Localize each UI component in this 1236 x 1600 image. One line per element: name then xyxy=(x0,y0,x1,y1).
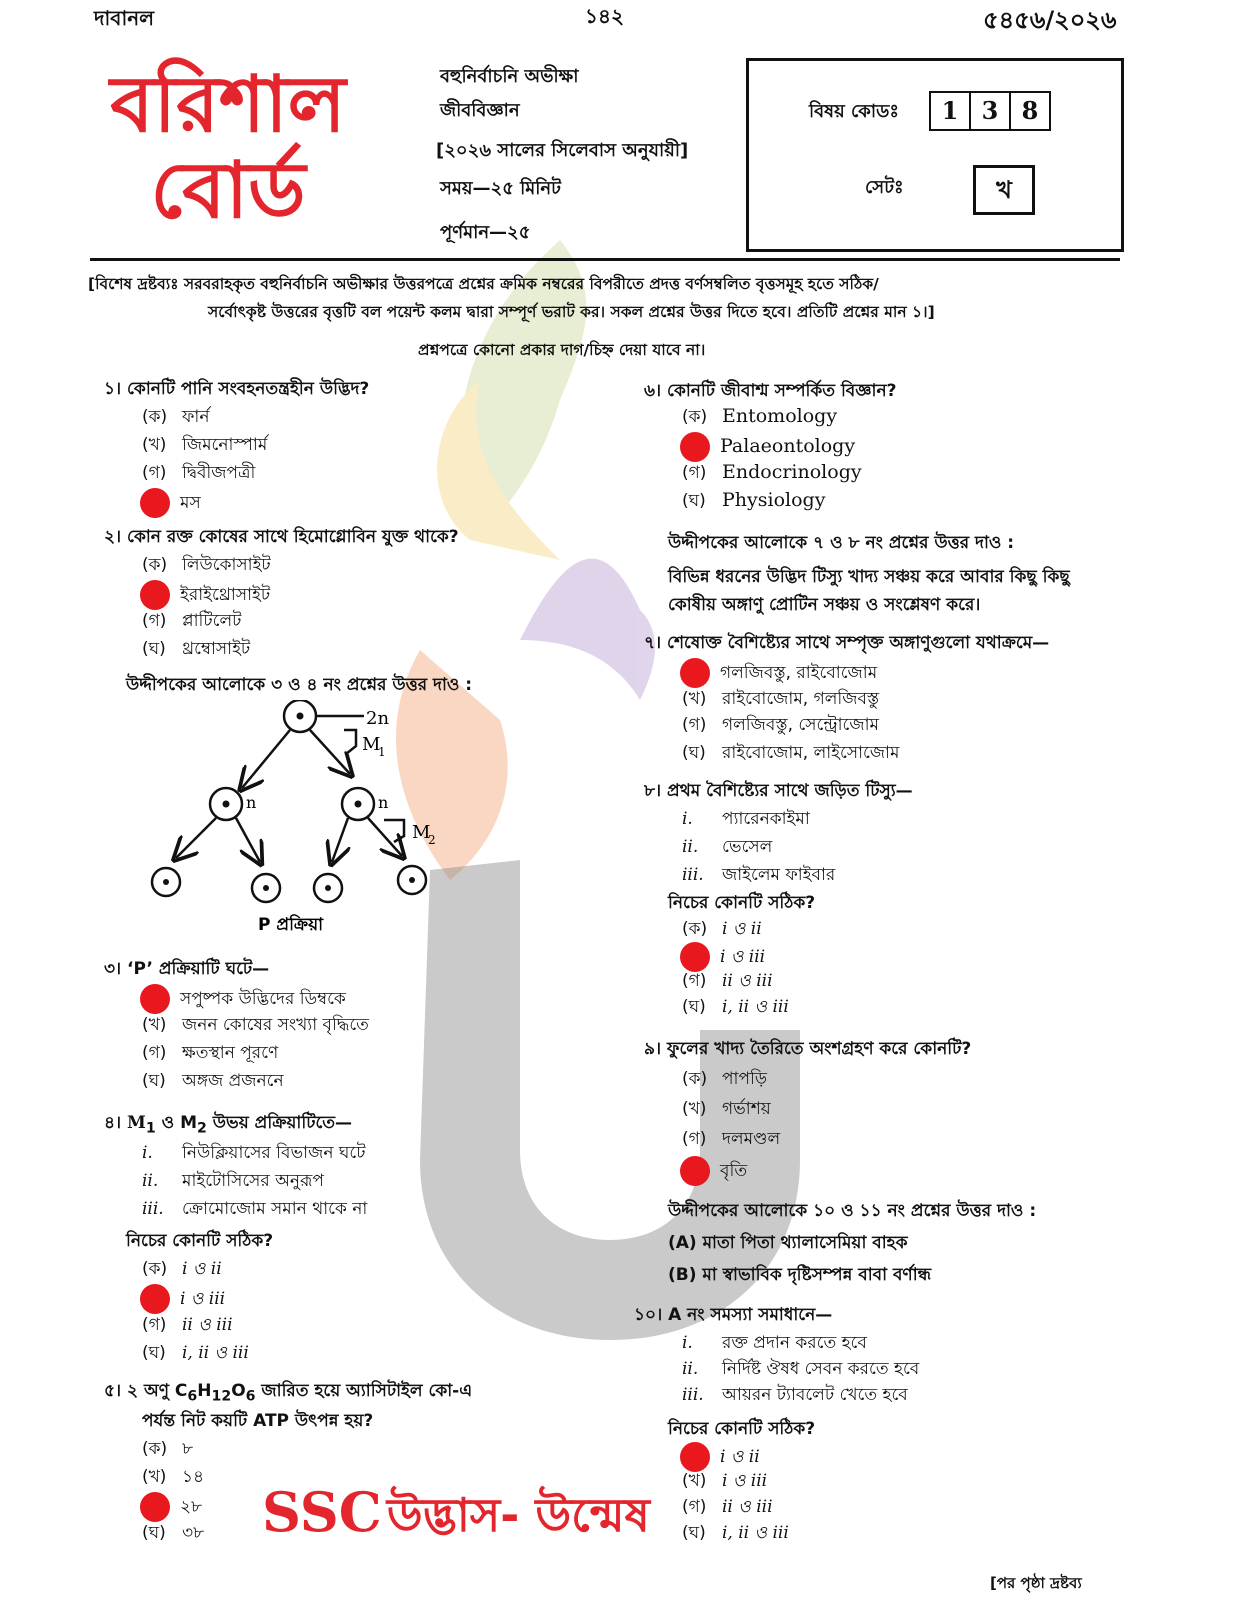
q4-statement xyxy=(142,1140,365,1168)
q5-part: ৫। ২ অণু C xyxy=(104,1381,188,1401)
label-m1-sub: 1 xyxy=(378,745,386,759)
q4-which: নিচের কোনটি সঠিক? xyxy=(126,1231,274,1251)
subject-code-label: বিষয় কোডঃ xyxy=(809,101,899,122)
q6-text: ৬। কোনটি জীবাশ্ম সম্পর্কিত বিজ্ঞান? xyxy=(644,381,897,401)
q10-statement xyxy=(682,1356,919,1384)
option-label: (খ) xyxy=(682,1099,707,1119)
option-text: দ্বিবীজপত্রী xyxy=(182,463,256,483)
option-label: (ক) xyxy=(142,1439,168,1459)
q6-option-kha[interactable] xyxy=(682,432,855,462)
option-label: (গ) xyxy=(682,715,707,735)
exam-time: সময়—২৫ মিনিট xyxy=(440,178,561,199)
q4-option-gha[interactable] xyxy=(142,1340,249,1368)
q4-num: ৪। xyxy=(104,1113,122,1133)
option-text: ৩৮ xyxy=(182,1523,205,1543)
statement-label: iii. xyxy=(682,1385,704,1405)
q10-which: নিচের কোনটি সঠিক? xyxy=(668,1419,816,1439)
filled-answer-dot xyxy=(680,658,710,688)
q4-option-kha[interactable] xyxy=(142,1284,225,1314)
q5-sub: 6 xyxy=(187,1388,198,1405)
statement-text: আয়রন ট্যাবলেট খেতে হবে xyxy=(722,1385,908,1405)
statement-label: ii. xyxy=(682,837,699,857)
option-text: জনন কোষের সংখ্যা বৃদ্ধিতে xyxy=(182,1015,369,1035)
option-label: (ক) xyxy=(682,919,708,939)
option-text: ক্ষতস্থান পূরণে xyxy=(182,1043,279,1063)
q10-text: ১০। A নং সমস্যা সমাধানে— xyxy=(634,1305,833,1325)
option-text: রাইবোজোম, গলজিবস্তু xyxy=(722,689,880,709)
option-label: (খ) xyxy=(682,1471,707,1491)
option-text: Entomology xyxy=(722,405,838,427)
label-m1: M xyxy=(362,734,381,755)
stem-q10-q11-b: (B) মা স্বাভাবিক দৃষ্টিসম্পন্ন বাবা বর্ণান্ধ xyxy=(668,1265,932,1285)
division-arrow xyxy=(368,818,402,856)
instruction-line1: [বিশেষ দ্রষ্টব্যঃ সরবরাহকৃত বহুনির্বাচনি অভীক্ষার উত্তরপত্রে প্রশ্নের ক্রমিক নম্বরের বিপরীতে প্রদত্ত বর্ণসম্বলিত বৃত্তসমূহ হতে সঠিক/ xyxy=(88,275,879,293)
q5-option-ga[interactable] xyxy=(142,1492,202,1522)
q4-option-ka[interactable] xyxy=(142,1256,222,1284)
q3-text: ৩। ‘P’ প্রক্রিয়াটি ঘটে— xyxy=(104,959,270,979)
q4-m: M xyxy=(127,1113,146,1133)
option-text: ফার্ন xyxy=(182,407,210,427)
q7-option-gha[interactable] xyxy=(682,740,899,768)
option-text: রাইবোজোম, লাইসোজোম xyxy=(722,743,900,763)
q5-part: H xyxy=(197,1381,212,1401)
filled-answer-dot xyxy=(680,432,710,462)
division-arrow xyxy=(332,818,348,862)
q4-sub: 1 xyxy=(145,1120,156,1137)
filled-answer-dot xyxy=(140,1492,170,1522)
option-text: ১৪ xyxy=(182,1467,205,1487)
label-n-left: n xyxy=(246,793,257,812)
q10-statement xyxy=(682,1330,867,1358)
q2-option-ga[interactable] xyxy=(142,608,241,636)
option-text: বৃতি xyxy=(720,1161,748,1181)
exam-type: বহুনির্বাচনি অভীক্ষা xyxy=(440,66,579,87)
page-number: ১৪২ xyxy=(585,4,624,28)
code-digit: 3 xyxy=(969,91,1011,131)
instruction-line2: সর্বোৎকৃষ্ট উত্তরের বৃত্তটি বল পয়েন্ট কলম দ্বারা সম্পূর্ণ ভরাট কর। সকল প্রশ্নের উত্তর দিতে হবে। প্রতিটি প্রশ্নের মান ১।] xyxy=(208,303,935,321)
code-digit: 1 xyxy=(929,91,971,131)
q8-option-ga[interactable] xyxy=(682,968,773,996)
statement-label: ii. xyxy=(682,1359,699,1379)
statement-label: i. xyxy=(682,1333,693,1353)
filled-answer-dot xyxy=(140,488,170,518)
option-text: প্লাটিলেট xyxy=(182,611,242,631)
option-text: ii ও iii xyxy=(722,1497,773,1517)
statement-text: নির্দিষ্ট ঔষধ সেবন করতে হবে xyxy=(722,1359,920,1379)
q4-text-b: ও M xyxy=(155,1113,198,1133)
option-text: i, ii ও iii xyxy=(722,1523,789,1543)
division-arrow xyxy=(310,730,350,774)
division-arrow xyxy=(242,730,290,788)
q6-option-gha[interactable] xyxy=(682,488,825,516)
q9-option-kha[interactable] xyxy=(682,1096,771,1124)
q3-option-kha[interactable] xyxy=(142,1012,369,1040)
q8-which: নিচের কোনটি সঠিক? xyxy=(668,893,816,913)
brand-ssc: SSC xyxy=(262,1480,382,1544)
statement-text: প্যারেনকাইমা xyxy=(722,809,810,829)
option-label: (খ) xyxy=(142,1015,167,1035)
stem-q7-q8-heading: উদ্দীপকের আলোকে ৭ ও ৮ নং প্রশ্নের উত্তর দাও : xyxy=(668,533,1015,553)
instruction-line3: প্রশ্নপত্রে কোনো প্রকার দাগ/চিহ্ন দেয়া যাবে না। xyxy=(418,341,706,359)
set-label: সেটঃ xyxy=(865,177,904,198)
option-label: (ঘ) xyxy=(682,1523,706,1543)
option-text: i, ii ও iii xyxy=(722,997,789,1017)
option-text: ৮ xyxy=(182,1439,194,1459)
label-2n: 2n xyxy=(366,708,390,729)
option-text: i ও ii xyxy=(182,1259,222,1279)
q5-text-line2: পর্যন্ত নিট কয়টি ATP উৎপন্ন হয়? xyxy=(142,1411,374,1431)
option-text: ii ও iii xyxy=(182,1315,233,1335)
q10-option-ga[interactable] xyxy=(682,1494,773,1522)
q8-statement xyxy=(682,834,772,862)
option-label: (ক) xyxy=(682,407,708,427)
q7-option-ga[interactable] xyxy=(682,712,879,740)
diagram-caption: P প্রক্রিয়া xyxy=(258,915,324,935)
q1-option-gha[interactable] xyxy=(142,488,201,518)
option-text: দলমণ্ডল xyxy=(722,1129,781,1149)
option-text: i ও ii xyxy=(720,1447,760,1467)
q4-text-c: উভয় প্রক্রিয়াটিতে— xyxy=(206,1113,353,1133)
q5-option-kha[interactable] xyxy=(142,1464,204,1492)
option-text: জিমনোস্পার্ম xyxy=(182,435,268,455)
q8-text: ৮। প্রথম বৈশিষ্ট্যের সাথে জড়িত টিস্যু— xyxy=(644,781,913,801)
q1-option-kha[interactable] xyxy=(142,432,267,460)
q9-option-gha[interactable] xyxy=(682,1156,747,1186)
q7-text: ৭। শেষোক্ত বৈশিষ্ট্যের সাথে সম্পৃক্ত অঙ্গাণুগুলো যথাক্রমে— xyxy=(644,633,1050,653)
q3-option-gha[interactable] xyxy=(142,1068,284,1096)
full-marks: পূর্ণমান—২৫ xyxy=(440,222,531,243)
stem-q7-q8-body: কোষীয় অঙ্গাণু প্রোটিন সঞ্চয় ও সংশ্লেষণ করে। xyxy=(668,595,981,615)
filled-answer-dot xyxy=(140,984,170,1014)
q6-option-ka[interactable] xyxy=(682,404,837,432)
q5-sub: 12 xyxy=(211,1388,232,1405)
q4-sub: 2 xyxy=(197,1120,207,1137)
syllabus-note: [২০২৬ সালের সিলেবাস অনুযায়ী] xyxy=(436,140,689,161)
statement-text: ক্রোমোজোম সমান থাকে না xyxy=(182,1199,368,1219)
q1-option-ka[interactable] xyxy=(142,404,210,432)
option-text: Endocrinology xyxy=(722,461,862,483)
brand-footer xyxy=(262,1480,650,1557)
option-text: লিউকোসাইট xyxy=(182,555,271,575)
q4-statement xyxy=(142,1168,324,1196)
label-m2-sub: 2 xyxy=(428,833,436,847)
q9-text: ৯। ফুলের খাদ্য তৈরিতে অংশগ্রহণ করে কোনটি? xyxy=(644,1039,972,1059)
statement-text: রক্ত প্রদান করতে হবে xyxy=(722,1333,867,1353)
q7-option-kha[interactable] xyxy=(682,686,879,714)
option-label: (ঘ) xyxy=(682,491,706,511)
stem-q10-q11-heading: উদ্দীপকের আলোকে ১০ ও ১১ নং প্রশ্নের উত্তর দাও : xyxy=(668,1201,1037,1221)
option-label: (গ) xyxy=(682,1129,707,1149)
option-text: Palaeontology xyxy=(720,435,856,457)
next-page-note: [পর পৃষ্ঠা দ্রষ্টব্য xyxy=(990,1574,1082,1592)
q5-option-gha[interactable] xyxy=(142,1520,204,1548)
division-arrow xyxy=(236,818,260,862)
option-text: গলজিবস্তু, সেন্ট্রোজোম xyxy=(722,715,879,735)
doc-code: ৫৪৫৬/২০২৬ xyxy=(983,6,1117,34)
q5-text-line1 xyxy=(104,1378,472,1406)
option-label: (ক) xyxy=(682,1069,708,1089)
option-text: i, ii ও iii xyxy=(182,1343,249,1363)
stem-q10-q11-a: (A) মাতা পিতা থ্যালাসেমিয়া বাহক xyxy=(668,1233,908,1253)
q10-option-kha[interactable] xyxy=(682,1468,767,1496)
option-label: (খ) xyxy=(142,1467,167,1487)
option-text: Physiology xyxy=(722,489,826,511)
q8-option-ka[interactable] xyxy=(682,916,762,944)
header-divider xyxy=(90,258,1120,261)
q5-part: জারিত হয়ে অ্যাসিটাইল কো-এ xyxy=(255,1381,473,1401)
board-line2: বোর্ড xyxy=(150,145,306,236)
top-left-label: দাবানল xyxy=(94,6,155,30)
q2-option-ka[interactable] xyxy=(142,552,271,580)
option-label: (ঘ) xyxy=(142,1523,166,1543)
q5-option-ka[interactable] xyxy=(142,1436,193,1464)
q10-option-gha[interactable] xyxy=(682,1520,789,1548)
option-text: ii ও iii xyxy=(722,971,773,991)
statement-label: i. xyxy=(142,1143,153,1163)
code-digit: 8 xyxy=(1009,91,1051,131)
subject-code-digits xyxy=(929,91,1049,131)
option-text: গলজিবস্তু, রাইবোজোম xyxy=(720,663,878,683)
statement-text: নিউক্লিয়াসের বিভাজন ঘটে xyxy=(182,1143,366,1163)
q5-sub: 6 xyxy=(245,1388,256,1405)
filled-answer-dot xyxy=(140,1284,170,1314)
q2-text: ২। কোন রক্ত কোষের সাথে হিমোগ্লোবিন যুক্ত থাকে? xyxy=(104,527,459,547)
q1-option-ga[interactable] xyxy=(142,460,255,488)
option-label: (খ) xyxy=(142,435,167,455)
statement-label: iii. xyxy=(142,1199,164,1219)
option-label: (ক) xyxy=(142,1259,168,1279)
option-label: (গ) xyxy=(682,971,707,991)
option-text: সপুষ্পক উদ্ভিদের ডিম্বকে xyxy=(180,989,346,1009)
option-label: (গ) xyxy=(142,463,167,483)
option-label: (গ) xyxy=(142,1315,167,1335)
option-text: i ও iii xyxy=(720,947,766,967)
subject-name: জীববিজ্ঞান xyxy=(440,100,520,121)
q4-statement xyxy=(142,1196,367,1224)
option-text: i ও ii xyxy=(722,919,762,939)
option-label: (ক) xyxy=(142,555,168,575)
option-text: ইরাইথ্রোসাইট xyxy=(180,585,271,605)
label-n-right: n xyxy=(378,793,389,812)
label-m2: M xyxy=(412,822,431,843)
option-label: (গ) xyxy=(142,1043,167,1063)
q9-option-ka[interactable] xyxy=(682,1066,767,1094)
q1-text: ১। কোনটি পানি সংবহনতন্ত্রহীন উদ্ভিদ? xyxy=(104,379,370,399)
q10-statement xyxy=(682,1382,908,1410)
option-label: (ঘ) xyxy=(142,639,166,659)
option-label: (ঘ) xyxy=(142,1071,166,1091)
q5-part: O xyxy=(231,1381,246,1401)
stem-q7-q8-body: বিভিন্ন ধরনের উদ্ভিদ টিস্যু খাদ্য সঞ্চয় করে আবার কিছু কিছু xyxy=(668,567,1070,587)
q3-option-ga[interactable] xyxy=(142,1040,278,1068)
q9-option-ga[interactable] xyxy=(682,1126,780,1154)
cell-division-diagram xyxy=(150,700,470,950)
stem-q3-q4: উদ্দীপকের আলোকে ৩ ও ৪ নং প্রশ্নের উত্তর দাও : xyxy=(126,675,473,695)
option-text: i ও iii xyxy=(722,1471,768,1491)
q8-statement xyxy=(682,806,810,834)
option-label: (গ) xyxy=(682,463,707,483)
q2-option-gha[interactable] xyxy=(142,636,250,664)
option-text: অঙ্গজ প্রজননে xyxy=(182,1071,284,1091)
option-label: (খ) xyxy=(682,689,707,709)
option-text: পাপড়ি xyxy=(722,1069,768,1089)
option-text: i ও iii xyxy=(180,1289,226,1309)
option-label: (গ) xyxy=(682,1497,707,1517)
bracket-m1 xyxy=(344,730,356,754)
statement-text: ভেসেল xyxy=(722,837,773,857)
option-text: ২৮ xyxy=(180,1497,203,1517)
statement-label: iii. xyxy=(682,865,704,885)
set-value: খ xyxy=(973,165,1035,215)
filled-answer-dot xyxy=(140,580,170,610)
option-text: মস xyxy=(180,493,201,513)
q8-statement xyxy=(682,862,835,890)
option-label: (ঘ) xyxy=(142,1343,166,1363)
board-title xyxy=(108,59,348,236)
subject-code-box xyxy=(746,58,1124,252)
division-arrow xyxy=(176,818,216,858)
q4-option-ga[interactable] xyxy=(142,1312,233,1340)
q3-option-ka[interactable] xyxy=(142,984,346,1014)
statement-text: মাইটোসিসের অনুরূপ xyxy=(182,1171,324,1191)
statement-text: জাইলেম ফাইবার xyxy=(722,865,836,885)
board-line1: বরিশাল xyxy=(110,59,346,150)
option-label: (ঘ) xyxy=(682,743,706,763)
option-label: (ক) xyxy=(142,407,168,427)
q2-option-kha[interactable] xyxy=(142,580,270,610)
option-label: (ঘ) xyxy=(682,997,706,1017)
filled-answer-dot xyxy=(680,1156,710,1186)
q8-option-gha[interactable] xyxy=(682,994,789,1022)
brand-name: উদ্ভাস- উন্মেষ xyxy=(386,1488,650,1542)
statement-label: ii. xyxy=(142,1171,159,1191)
option-text: থ্রম্বোসাইট xyxy=(182,639,251,659)
q7-option-ka[interactable] xyxy=(682,658,877,688)
option-text: গর্ভাশয় xyxy=(722,1099,771,1119)
option-label: (গ) xyxy=(142,611,167,631)
q4-text xyxy=(104,1110,352,1138)
statement-label: i. xyxy=(682,809,693,829)
q6-option-ga[interactable] xyxy=(682,460,862,488)
